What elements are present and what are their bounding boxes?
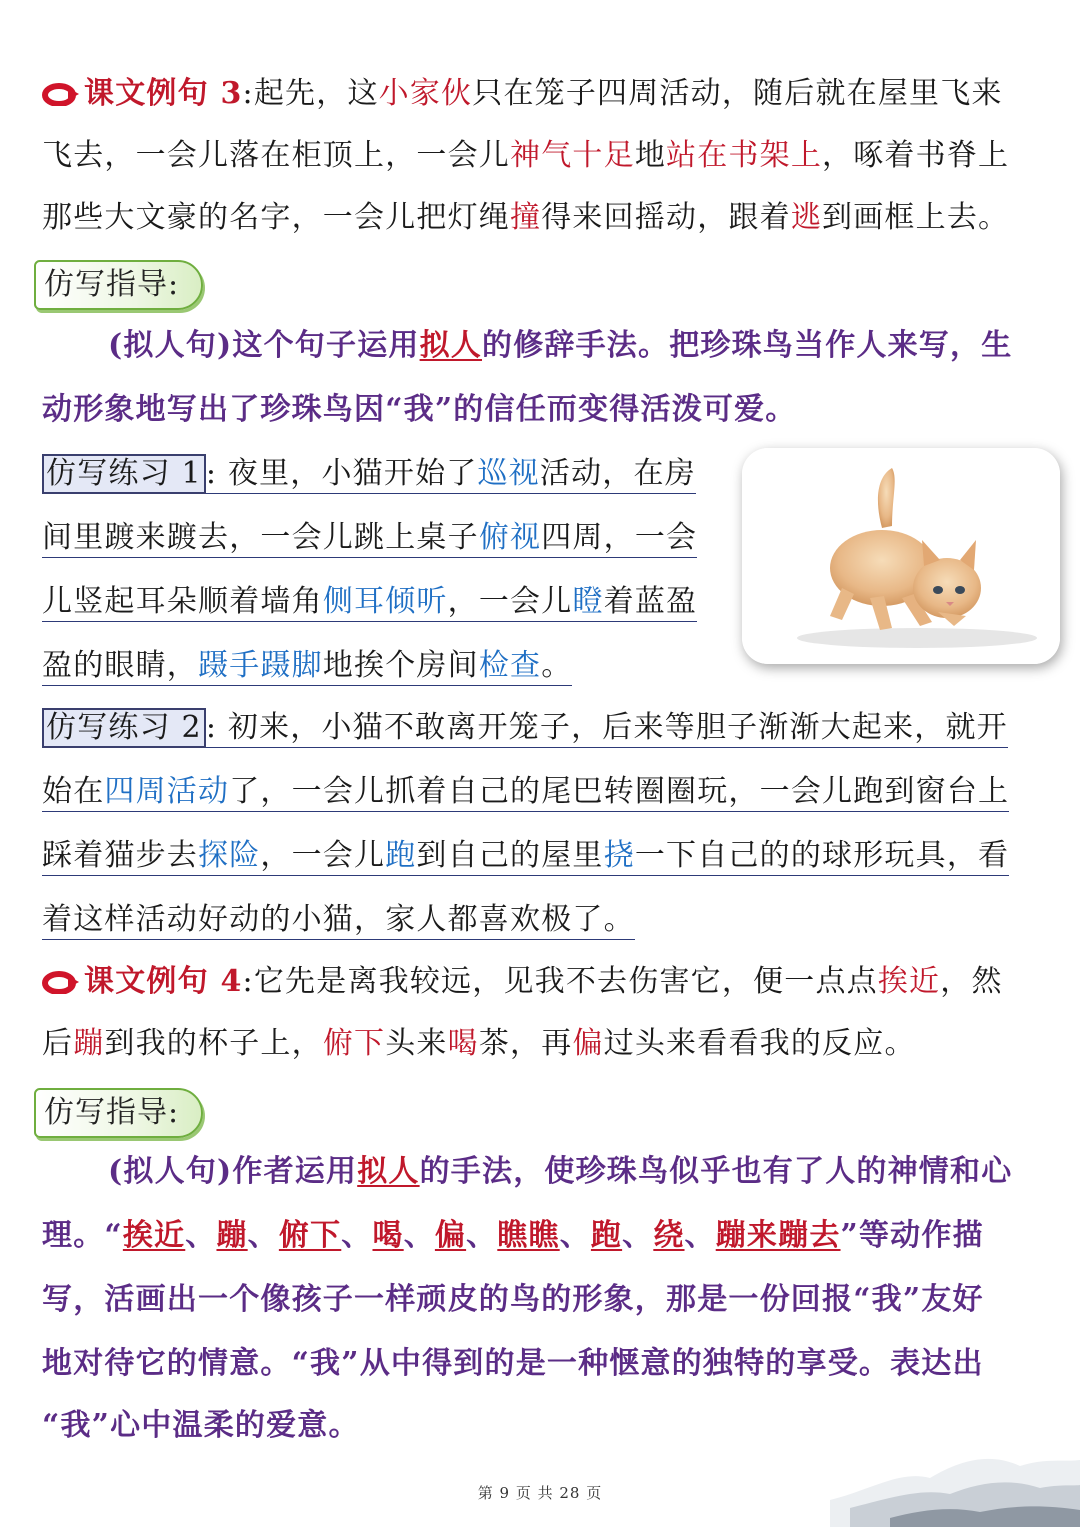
practice-2-line-2: 始在四周活动了，一会儿抓着自己的尾巴转圈圈玩，一会儿跑到窗台上 (42, 772, 1009, 812)
red-ring-bullet-icon (42, 82, 80, 106)
practice-1-line-3: 儿竖起耳朵顺着墙角侧耳倾听，一会儿瞪着蓝盈 (42, 582, 697, 622)
practice-1-line-2: 间里踱来踱去，一会儿跳上桌子俯视四周，一会 (42, 518, 697, 558)
practice-2-label: 仿写练习 2 (42, 708, 206, 748)
red-ring-bullet-icon (42, 970, 80, 994)
page-footer: 第 9 页 共 28 页 (477, 1484, 603, 1502)
ink-landscape-icon (830, 1430, 1080, 1527)
guide-1-line-2: 动形象地写出了珍珠鸟因“我”的信任而变得活泼可爱。 (42, 392, 797, 427)
guide-2-line-5: “我”心中温柔的爱意。 (42, 1408, 360, 1443)
guide-2-line-3: 写，活画出一个像孩子一样顽皮的鸟的形象，那是一份回报“我”友好 (42, 1282, 984, 1317)
practice-1-line-1: 仿写练习 1 : 夜里，小猫开始了巡视活动，在房 (42, 454, 696, 494)
practice-1-label: 仿写练习 1 (42, 454, 206, 494)
practice-2-line-3: 踩着猫步去探险，一会儿跑到自己的屋里挠一下自己的的球形玩具，看 (42, 836, 1009, 876)
kitten-photo (742, 448, 1060, 664)
example-3-line-2: 飞去，一会儿落在柜顶上，一会儿神气十足地站在书架上，啄着书脊上 (42, 138, 1010, 173)
example-4-line-1: 课文例句 4:它先是离我较远，见我不去伤害它，便一点点挨近，然 (42, 962, 1003, 1002)
guide-label-1: 仿写指导: (34, 260, 203, 310)
practice-1-line-4: 盈的眼睛，蹑手蹑脚地挨个房间检查。 (42, 646, 572, 686)
guide-label-2: 仿写指导: (34, 1088, 203, 1138)
practice-2-line-4: 着这样活动好动的小猫，家人都喜欢极了。 (42, 900, 635, 940)
example-3-line-1: 课文例句 3:起先，这小家伙只在笼子四周活动，随后就在屋里飞来 (42, 74, 1003, 114)
kitten-illustration-icon (742, 448, 1060, 664)
example-3-line-3: 那些大文豪的名字，一会儿把灯绳撞得来回摇动，跟着逃到画框上去。 (42, 200, 1010, 235)
practice-2-line-1: 仿写练习 2 : 初来，小猫不敢离开笼子，后来等胆子渐渐大起来，就开 (42, 708, 1008, 748)
guide-1-line-1: (拟人句)这个句子运用拟人的修辞手法。把珍珠鸟当作人来写，生 (108, 328, 1013, 363)
example-3-label: 课文例句 3 (84, 76, 243, 111)
guide-2-line-1: (拟人句)作者运用拟人的手法，使珍珠鸟似乎也有了人的神情和心 (108, 1154, 1013, 1189)
guide-2-line-2: 理。“挨近、蹦、俯下、喝、偏、瞧瞧、跑、绕、蹦来蹦去”等动作描 (42, 1218, 984, 1253)
example-4-label: 课文例句 4 (84, 964, 243, 999)
example-4-line-2: 后蹦到我的杯子上，俯下头来喝茶，再偏过头来看看我的反应。 (42, 1026, 916, 1061)
guide-2-line-4: 地对待它的情意。“我”从中得到的是一种惬意的独特的享受。表达出 (42, 1346, 984, 1381)
